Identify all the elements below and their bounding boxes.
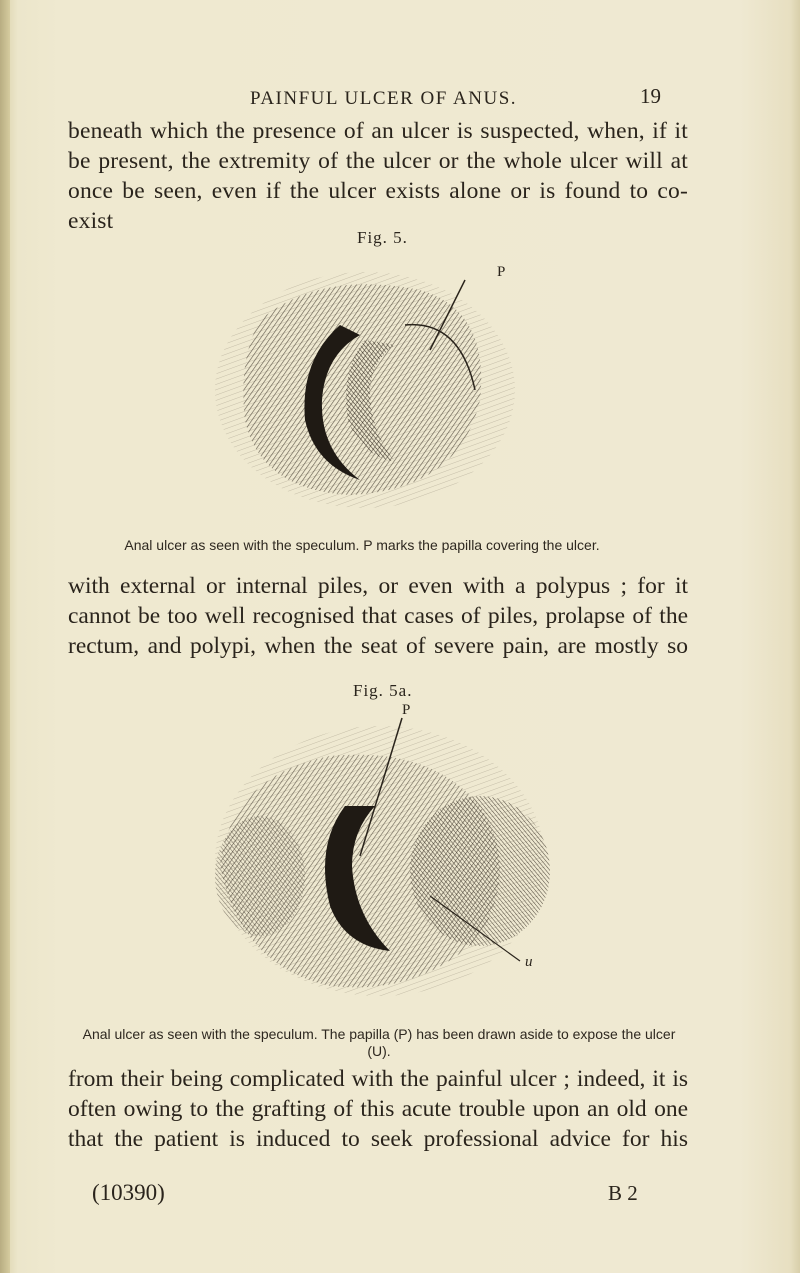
paragraph-2: with external or internal piles, or even with a polypus ; for it cannot be too well recognised that cases of piles, prolapse of the rectum, and polypi, when the seat of severe pain, are mostly so <box>68 573 688 659</box>
book-spine-edge <box>0 0 10 1273</box>
figure-5a-marker-u: u <box>525 954 533 970</box>
figure-5a-marker-p: P <box>402 702 411 718</box>
page-number: 19 <box>640 84 661 108</box>
figure-5-caption: Anal ulcer as seen with the speculum. P marks the papilla covering the ulcer. <box>124 537 600 553</box>
figure-5a-illustration <box>180 696 580 1016</box>
papilla-drawn-aside <box>410 796 550 946</box>
signature-mark: B 2 <box>608 1181 638 1205</box>
running-title: PAINFUL ULCER OF ANUS. <box>250 88 518 109</box>
figure-5a-label: Fig. 5a. <box>353 681 413 700</box>
figure-5-marker-p: P <box>497 264 506 280</box>
print-number: (10390) <box>92 1180 165 1205</box>
paragraph-3: from their being complicated with the painful ulcer ; indeed, it is often owing to the grafting of this acute trouble upon an old one that the patient is induced to seek professional advice for his <box>68 1066 688 1152</box>
paragraph-1: beneath which the presence of an ulcer is suspected, when, if it be present, the extremity of the ulcer or the whole ulcer will at once be seen, even if the ulcer exists alone or is found to co-exist <box>68 118 688 234</box>
figure-5-label: Fig. 5. <box>357 228 408 247</box>
figure-5a-caption: Anal ulcer as seen with the speculum. The papilla (P) has been drawn aside to expose the ulcer (U). <box>82 1026 676 1059</box>
figure-5-illustration <box>190 250 550 530</box>
